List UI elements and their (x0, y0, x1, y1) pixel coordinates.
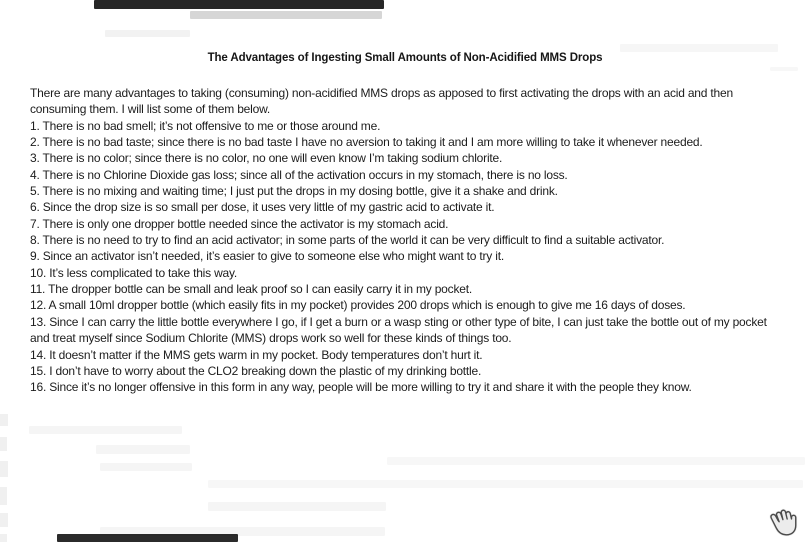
ghost-artifact (208, 480, 803, 488)
page-edge-mark (0, 487, 7, 505)
hand-grab-cursor-icon (770, 503, 802, 539)
list-item: 7. There is only one dropper bottle needed since the activator is my stomach acid. (30, 216, 449, 231)
list-item: 14. It doesn’t matter if the MMS gets warm in my pocket. Body temperatures don’t hurt it. (30, 347, 483, 362)
list-item: 13. Since I can carry the little bottle everywhere I go, if I get a burn or a wasp sting or other type of bite, I can just take the bottle out of my pocket and treat myself since Sodium Chlorite (MMS) drops work so well for these kinds of things too. (30, 314, 767, 346)
ghost-artifact (100, 463, 192, 471)
ghost-artifact (100, 527, 385, 536)
list-item: 9. Since an activator isn’t needed, it’s easier to give to someone else who might want to try it. (30, 249, 504, 264)
page-edge-mark (0, 437, 7, 451)
ghost-artifact (387, 457, 805, 465)
ghost-bar-top-gray (190, 11, 382, 19)
redaction-bar-top (94, 0, 384, 9)
list-item: 12. A small 10ml dropper bottle (which easily fits in my pocket) provides 200 drops which is enough to give me 16 days of doses. (30, 298, 686, 313)
list-item: 10. It’s less complicated to take this way. (30, 265, 238, 280)
list-item: 11. The dropper bottle can be small and leak proof so I can easily carry it in my pocket. (30, 282, 472, 297)
intro-paragraph: There are many advantages to taking (consuming) non-acidified MMS drops as apposed to first activating the drops with an acid and then consuming them. I will list some of them below. (30, 86, 733, 117)
page-edge-mark (0, 534, 7, 542)
page-edge-mark (0, 513, 8, 527)
ghost-artifact (208, 502, 386, 511)
list-item: 15. I don’t have to worry about the CLO2 breaking down the plastic of my drinking bottle. (30, 363, 482, 378)
ghost-artifact (105, 30, 190, 37)
ghost-artifact (770, 67, 798, 71)
list-item: 3. There is no color; since there is no color, no one will even know I’m taking sodium chlorite. (30, 151, 503, 166)
list-item: 6. Since the drop size is so small per dose, it uses very little of my gastric acid to activate it. (30, 200, 495, 215)
list-item: 16. Since it’s no longer offensive in this form in any way, people will be more willing to try it and share it with the people they know. (30, 380, 692, 395)
list-item: 8. There is no need to try to find an acid activator; in some parts of the world it can be very difficult to find a suitable activator. (30, 233, 665, 248)
list-item: 4. There is no Chlorine Dioxide gas loss; since all of the activation occurs in my stomach, there is no loss. (30, 167, 568, 182)
ghost-artifact (29, 426, 182, 434)
document-body (30, 85, 782, 396)
page-title: The Advantages of Ingesting Small Amounts of Non-Acidified MMS Drops (207, 52, 603, 64)
ghost-artifact (620, 44, 778, 52)
page-edge-mark (0, 461, 8, 477)
list-item: 2. There is no bad taste; since there is no bad taste I have no aversion to taking it and I am more willing to take it whenever needed. (30, 135, 703, 150)
page-edge-mark (0, 414, 8, 426)
list-item: 5. There is no mixing and waiting time; I just put the drops in my dosing bottle, give it a shake and drink. (30, 184, 558, 199)
ghost-artifact (96, 445, 190, 454)
list-item: 1. There is no bad smell; it’s not offensive to me or those around me. (30, 118, 381, 133)
